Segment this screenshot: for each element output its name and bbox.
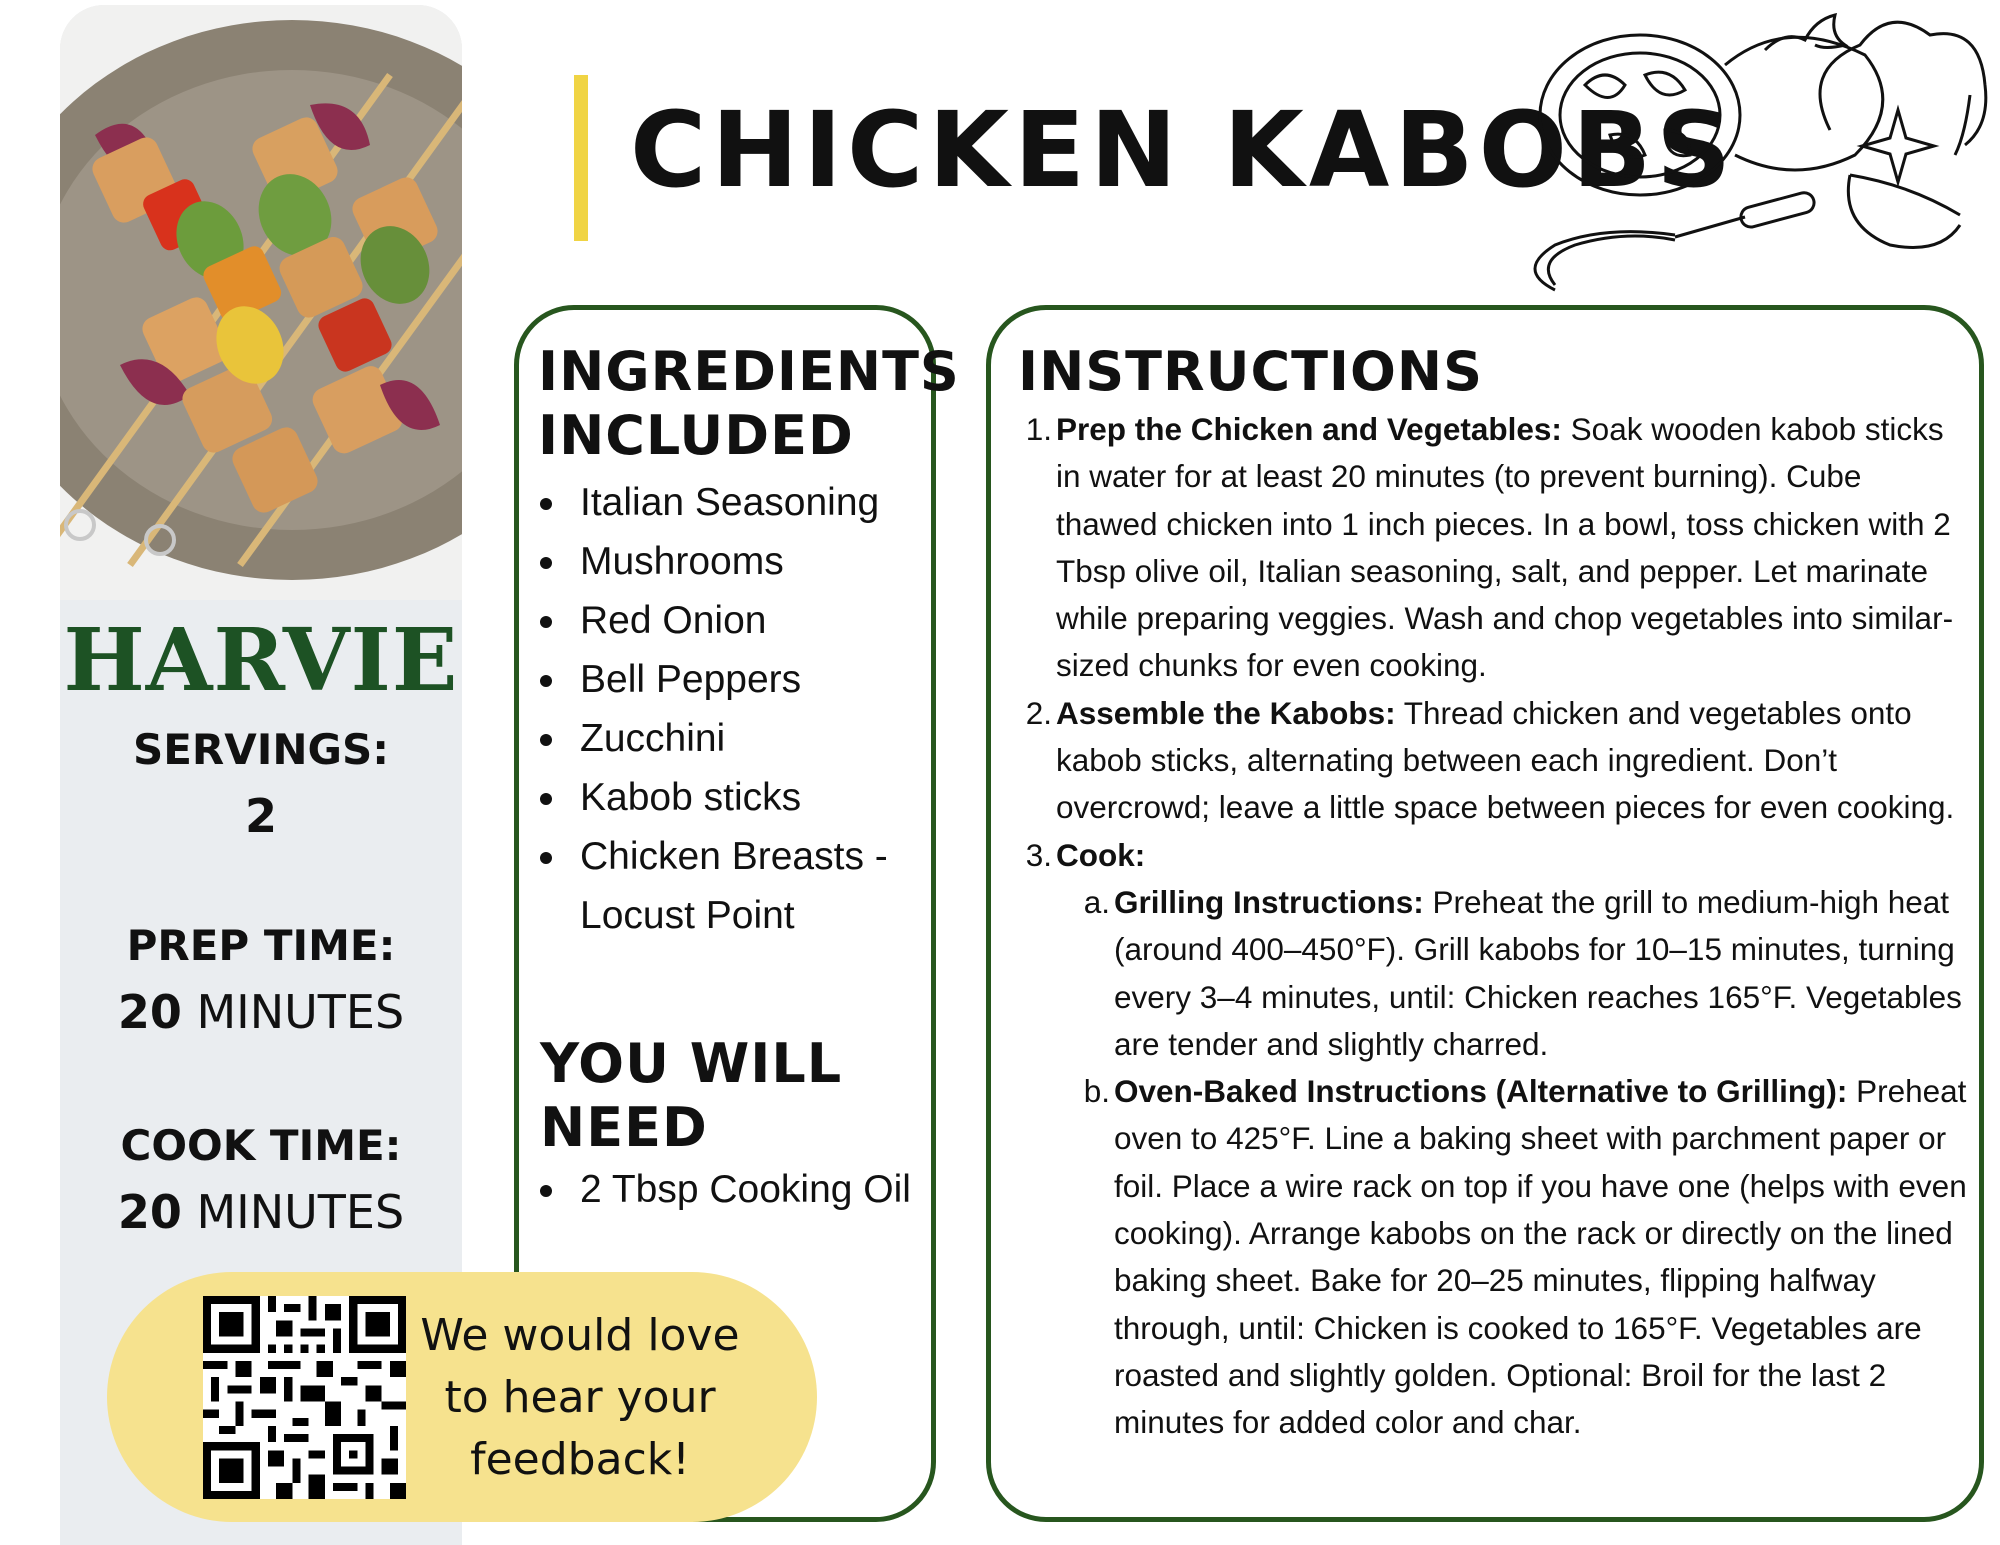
instruction-step-3	[1018, 832, 1968, 879]
list-item: Italian Seasoning	[538, 473, 928, 532]
step-number: 3.	[1025, 836, 1052, 873]
servings-info	[60, 717, 462, 849]
you-will-need-list	[538, 1160, 928, 1219]
ingredients-heading-line1: INGREDIENTS	[538, 340, 960, 403]
list-item: 2 Tbsp Cooking Oil	[538, 1160, 928, 1219]
list-item: Chicken Breasts -	[538, 827, 928, 886]
instruction-substep-a	[1018, 879, 1968, 1068]
cook-time-value	[60, 1179, 462, 1245]
substep-text: Preheat the grill to medium-high heat (around 400–450°F). Grill kabobs for 10–15 minutes, turning every 3–4 minutes, until: Chicken reaches 165°F. Vegetables are tender and slightly charred.	[1114, 883, 1962, 1062]
you-will-need-heading-line2: NEED	[540, 1096, 708, 1159]
step-text: Soak wooden kabob sticks in water for at least 20 minutes (to prevent burning). Cube thawed chicken into 1 inch pieces. In a bowl, toss chicken with 2 Tbsp olive oil, Italian seasoning, salt, and pepper. Let marinate while preparing veggies. Wash and chop vegetables into similar-sized chunks for even cooking.	[1056, 411, 1954, 684]
prep-time-value	[60, 979, 462, 1045]
substep-title: Oven-Baked Instructions (Alternative to Grilling):	[1114, 1073, 1848, 1110]
instruction-step-2	[1018, 690, 1968, 832]
servings-value: 2	[244, 789, 277, 843]
substep-letter: a.	[1083, 883, 1110, 920]
substep-text: Preheat oven to 425°F. Line a baking sheet with parchment paper or foil. Place a wire rack on top if you have one (helps with even cooking). Arrange kabobs on the rack or directly on the lined baking sheet. Bake for 20–25 minutes, flipping halfway through, until: Chicken is cooked to 165°F. Vegetables are roasted and slightly golden. Optional: Broil for the last 2 minutes for added color and char.	[1114, 1073, 1967, 1441]
cook-time-unit: MINUTES	[181, 1185, 405, 1239]
you-will-need-heading-line1: YOU WILL	[540, 1032, 843, 1095]
cook-time-info	[60, 1113, 462, 1245]
instruction-substep-b	[1018, 1068, 1968, 1446]
you-will-need-heading	[540, 1032, 842, 1160]
list-item: Red Onion	[538, 591, 928, 650]
page-title: CHICKEN KABOBS	[630, 89, 1737, 211]
list-item: Bell Peppers	[538, 650, 928, 709]
step-title: Assemble the Kabobs:	[1056, 694, 1396, 731]
feedback-message	[420, 1305, 740, 1491]
step-title: Prep the Chicken and Vegetables:	[1056, 411, 1562, 447]
kitchen-doodles-icon	[1515, 5, 1995, 300]
ingredients-heading	[538, 340, 960, 468]
ingredients-heading-line2: INCLUDED	[538, 404, 854, 467]
instructions-heading: INSTRUCTIONS	[1018, 340, 1483, 403]
list-item: Zucchini	[538, 709, 928, 768]
instructions-list	[1018, 406, 1968, 1447]
step-title: Cook:	[1056, 836, 1146, 873]
chicken-kabobs-photo	[60, 5, 462, 600]
feedback-line-1: We would love	[420, 1310, 740, 1361]
prep-time-info	[60, 913, 462, 1045]
cook-time-label: COOK TIME:	[120, 1121, 402, 1170]
cook-time-number: 20	[117, 1185, 182, 1239]
feedback-qr-code[interactable]	[203, 1296, 406, 1499]
list-item: Mushrooms	[538, 532, 928, 591]
step-number: 2.	[1025, 694, 1052, 731]
feedback-line-2: to hear your	[444, 1372, 716, 1423]
prep-time-number: 20	[117, 985, 182, 1039]
instruction-step-1	[1018, 406, 1968, 690]
list-item: Kabob sticks	[538, 768, 928, 827]
title-accent-bar	[574, 75, 588, 241]
step-text: Thread chicken and vegetables onto kabob sticks, alternating between each ingredient. Don’t overcrowd; leave a little space between pieces for even cooking.	[1056, 694, 1955, 826]
substep-letter: b.	[1083, 1073, 1110, 1110]
substep-title: Grilling Instructions:	[1114, 883, 1424, 920]
step-number: 1.	[1025, 411, 1052, 447]
prep-time-label: PREP TIME:	[126, 921, 396, 970]
feedback-line-3: feedback!	[470, 1434, 690, 1485]
servings-label: SERVINGS:	[132, 725, 390, 774]
brand-logo: HARVIE	[63, 610, 459, 711]
list-item: Locust Point	[580, 894, 795, 937]
prep-time-unit: MINUTES	[181, 985, 405, 1039]
ingredients-list	[538, 473, 928, 945]
